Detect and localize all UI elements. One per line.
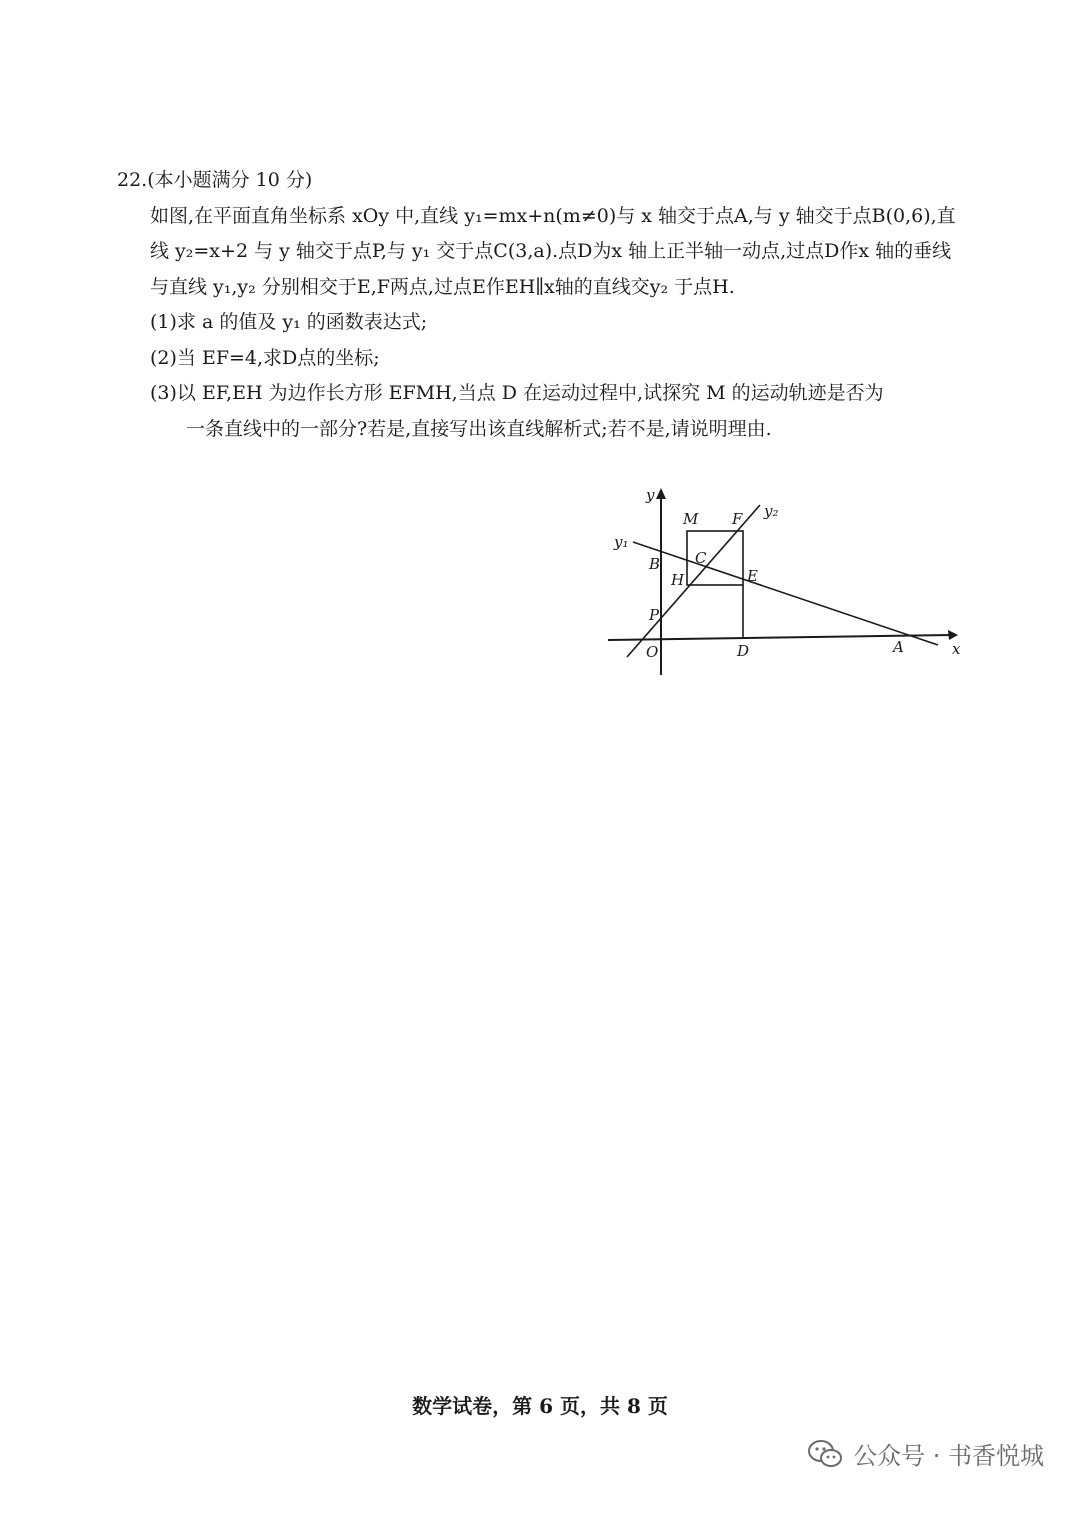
figure-svg [600, 480, 980, 680]
watermark-text: 公众号 · 书香悦城 [853, 1442, 1044, 1470]
wechat-icon [807, 1439, 843, 1469]
label-h: H [671, 571, 685, 589]
question-paragraph: 如图,在平面直角坐标系 xOy 中,直线 y₁=mx+n(m≠0)与 x 轴交于点A,与 y 轴交于点B(0,6),直线 y₂=x+2 与 y 轴交于点P,与 y₁ 交于点C(3,a).点D为x 轴上正半轴一动点,过点D作x 轴的垂线与直线 y₁,y₂ 分别相交于E,F两点,过点E作EH∥x轴的直线交y₂ 于点H. [150, 204, 956, 298]
label-y2: y₂ [764, 502, 779, 520]
subquestion-2: (2)当 EF=4,求D点的坐标; [150, 346, 380, 369]
label-x-axis: x [952, 640, 961, 658]
label-y-axis: y [646, 486, 655, 504]
x-axis-arrow [948, 630, 958, 640]
subquestion-3 [117, 376, 967, 447]
question-header: 22.(本小题满分 10 分) [117, 169, 313, 191]
subquestion-3-line2: 一条直线中的一部分?若是,直接写出该直线解析式;若不是,请说明理由. [186, 417, 772, 440]
question-22 [117, 163, 967, 447]
coordinate-figure [600, 480, 980, 680]
label-a: A [893, 638, 904, 656]
label-d: D [737, 642, 750, 660]
label-b: B [649, 555, 661, 573]
label-f: F [732, 510, 743, 528]
label-c: C [695, 549, 707, 567]
y-axis-arrow [656, 488, 666, 499]
page-footer: 数学试卷，第 6 页，共 8 页 [412, 1394, 668, 1418]
label-e: E [747, 567, 758, 585]
label-y1: y₁ [614, 533, 629, 551]
line-y1 [633, 542, 938, 645]
label-m: M [683, 510, 699, 528]
watermark [807, 1436, 1044, 1471]
subquestion-3-line1: (3)以 EF,EH 为边作长方形 EFMH,当点 D 在运动过程中,试探究 M 的运动轨迹是否为 [150, 382, 884, 404]
label-p: P [649, 606, 660, 624]
label-origin: O [646, 643, 659, 661]
subquestion-1: (1)求 a 的值及 y₁ 的函数表达式; [150, 311, 428, 333]
